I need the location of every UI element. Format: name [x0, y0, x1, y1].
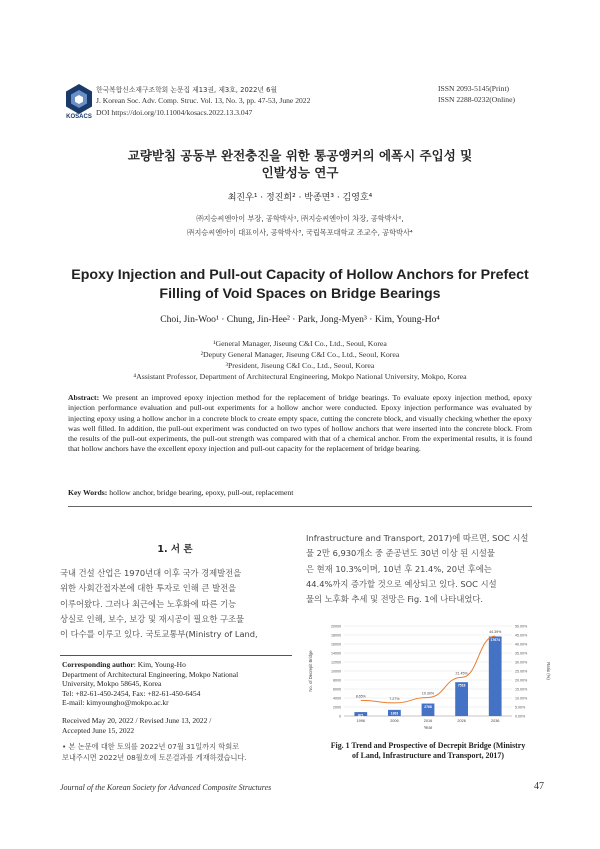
issn-online: ISSN 2288-0232(Online) — [438, 95, 515, 104]
right-column-paragraph — [306, 531, 546, 607]
text-line: 상실로 인해, 보수, 보강 및 재시공이 필요한 구조물 — [60, 613, 245, 624]
y-tick-label: 18000 — [331, 633, 341, 638]
journal-english-info: J. Korean Soc. Adv. Comp. Struc. Vol. 13, No. 3, pp. 47-53, June 2022 — [96, 96, 311, 105]
english-title-line-2: Filling of Void Spaces on Bridge Bearings — [159, 286, 441, 302]
logo-text: KOSACS — [66, 114, 92, 120]
y2-tick-label: 0.00% — [515, 714, 526, 719]
abstract-text: We present an improved epoxy injection method for the replacement of bridge bearings. To evaluate epoxy injection method, epoxy injection performance evaluation and pull-out experiments for a hollow anchor were conducted. Epoxy injection performance was evaluated by injecting epoxy using a hollow anchor in a concrete block to create empty space, cutting the concrete block, and visually checking whether the epoxy was well filled. In addition, the pull-out experiment was conducted on two types of hollow anchors that were inserted into the concrete block. From the results of the pull-out experiments, the pull-out strength was compared with that of a chemical anchor. From the experimental results, it is found that hollow anchors have the excellent epoxy injection and pull-out capacity for the replacement of bridge bearing. — [68, 393, 532, 454]
y2-tick-label: 5.00% — [515, 705, 526, 710]
y-tick-label: 2000 — [333, 705, 341, 710]
y-tick-label: 10000 — [331, 669, 341, 674]
y-tick-label: 0 — [339, 714, 341, 719]
text-line: 물의 노후화 추세 및 전망은 Fig. 1에 나타내었다. — [306, 594, 484, 605]
y-tick-label: 4000 — [333, 696, 341, 701]
bar — [489, 636, 502, 716]
bar-value-label: 871 — [357, 713, 364, 718]
english-authors: Choi, Jin-Woo¹ · Chung, Jin-Hee² · Park, Jong-Myen³ · Kim, Young-Ho⁴ — [160, 314, 440, 325]
korean-title-line-1: 교량받침 공동부 완전충진을 위한 통공앵커의 에폭시 주입성 및 — [127, 148, 473, 163]
doi-line[interactable]: DOI https://doi.org/10.11004/kosacs.2022.13.3.047 — [96, 108, 253, 117]
ratio-label: 44.39% — [489, 630, 502, 635]
ratio-label: 10.30% — [421, 691, 435, 696]
section-heading-introduction: 1. 서 론 — [157, 544, 193, 555]
note-line: 보내주시면 2022년 08월호에 토론결과를 게재하겠습니다. — [62, 752, 247, 762]
english-affiliation-1: ¹General Manager, Jiseung C&I Co., Ltd., Seoul, Korea — [213, 339, 387, 348]
y2-tick-label: 40.00% — [515, 642, 528, 647]
bar-value-label: 7518 — [457, 683, 466, 688]
keywords — [68, 488, 532, 497]
received-line: Received May 20, 2022 / Revised June 13, 2022 / — [62, 716, 212, 725]
y2-tick-label: 30.00% — [515, 660, 528, 665]
y-axis-title: No. of Decrepit Bridge — [308, 650, 313, 692]
y2-tick-label: 10.00% — [515, 696, 528, 701]
decrepit-bridge-chart — [306, 620, 552, 738]
ratio-label: 21.45% — [455, 671, 468, 676]
text-line: 위한 사회간접자본에 대한 투자로 인해 큰 발전을 — [60, 583, 237, 594]
bar-value-label: 17674 — [490, 637, 500, 642]
corresponding-name: : Kim, Young-Ho — [133, 660, 186, 669]
keywords-text: hollow anchor, bridge bearing, epoxy, pull-out, replacement — [107, 488, 294, 497]
corresponding-line: University, Mokpo 58645, Korea — [62, 679, 162, 689]
discussion-note — [62, 742, 294, 763]
x-tick-label: 2026 — [457, 719, 466, 723]
left-column-paragraph — [60, 566, 292, 642]
bar-value-label: 2768 — [424, 705, 432, 710]
y-tick-label: 6000 — [333, 687, 341, 692]
x-tick-label: 1996 — [356, 719, 366, 723]
y2-axis-title: Ratio (%) — [546, 662, 551, 680]
y2-tick-label: 25.00% — [515, 669, 528, 674]
received-line: Accepted June 15, 2022 — [62, 726, 135, 735]
corresponding-author-block — [62, 660, 294, 708]
english-affiliation-2: ²Deputy General Manager, Jiseung C&I Co., Ltd., Seoul, Korea — [200, 350, 400, 359]
y-tick-label: 20000 — [331, 624, 341, 629]
y-tick-label: 8000 — [333, 678, 341, 683]
english-title-line-1: Epoxy Injection and Pull-out Capacity of Hollow Anchors for Prefect — [71, 267, 529, 283]
text-line: 물 2만 6,930개소 중 준공년도 30년 이상 된 시설물 — [306, 548, 495, 559]
text-line: 국내 건설 산업은 1970년대 이후 국가 경제발전을 — [60, 568, 242, 578]
y2-tick-label: 45.00% — [515, 633, 528, 638]
abstract — [68, 393, 532, 455]
x-tick-label: 2036 — [490, 719, 500, 723]
bar-value-label: 1363 — [390, 711, 399, 716]
y2-tick-label: 20.00% — [515, 678, 528, 683]
corresponding-line: Department of Architectural Engineering, Mokpo National — [62, 669, 239, 679]
text-line: 이 다수를 이루고 있다. 국토교통부(Ministry of Land, — [60, 629, 258, 640]
corresponding-divider — [60, 655, 292, 656]
x-tick-label: 2006 — [390, 719, 399, 723]
page-number: 47 — [534, 781, 544, 792]
ratio-label: 8.65% — [355, 694, 366, 699]
y-tick-label: 16000 — [331, 642, 341, 647]
korean-title-line-2: 인발성능 연구 — [261, 165, 339, 180]
text-line: 이루어왔다. 그러나 최근에는 노후화에 따른 기능 — [60, 598, 237, 609]
korean-affiliation-line-1: ㈜지승씨엔아이 부장, 공학박사¹, ㈜지승씨엔아이 차장, 공학박사², — [196, 214, 404, 223]
english-affiliation-3: ³President, Jiseung C&I Co., Ltd., Seoul, Korea — [225, 361, 375, 370]
issn-print: ISSN 2093-5145(Print) — [438, 84, 510, 93]
english-affiliation-4: ⁴Assistant Professor, Department of Architectural Engineering, Mokpo National University, Mokpo, Korea — [133, 372, 467, 381]
corresponding-line: Tel: +82-61-450-2454, Fax: +82-61-450-6454 — [62, 688, 201, 698]
text-line: 44.4%까지 증가할 것으로 예상되고 있다. SOC 시설 — [306, 578, 497, 589]
note-line: • 본 논문에 대한 토의를 2022년 07월 31일까지 학회로 — [62, 742, 240, 751]
kosacs-logo — [62, 82, 96, 116]
figure-caption — [306, 741, 550, 761]
x-tick-label: 2016 — [423, 719, 433, 723]
ratio-label: 7.27% — [389, 696, 400, 701]
caption-line: of Land, Infrastructure and Transport, 2017) — [352, 751, 504, 760]
y2-tick-label: 50.00% — [515, 624, 528, 629]
text-line: 은 현재 10.3%이며, 10년 후 21.4%, 20년 후에는 — [306, 563, 492, 574]
corresponding-email[interactable]: E-mail: kimyoungho@mokpo.ac.kr — [62, 698, 169, 708]
y-tick-label: 12000 — [331, 660, 341, 665]
korean-authors: 최진우¹ · 정진희² · 박종면³ · 김영호⁴ — [227, 193, 373, 203]
y2-tick-label: 35.00% — [515, 651, 528, 656]
korean-affiliation-line-2: ㈜지승씨엔아이 대표이사, 공학박사³, 국립목포대학교 조교수, 공학박사⁴ — [187, 228, 413, 237]
y-tick-label: 14000 — [331, 651, 341, 656]
keywords-label: Key Words: — [68, 488, 108, 497]
abstract-divider — [68, 506, 532, 507]
received-dates — [62, 716, 294, 736]
journal-footer: Journal of the Korean Society for Advanced Composite Structures — [60, 783, 272, 792]
corresponding-label: Corresponding author — [62, 660, 134, 669]
abstract-label: Abstract: — [68, 393, 100, 402]
text-line: Infrastructure and Transport, 2017)에 따르면, SOC 시설 — [306, 533, 529, 543]
caption-line: Fig. 1 Trend and Prospective of Decrepit Bridge (Ministry — [330, 741, 526, 750]
x-axis-title: Year — [423, 725, 433, 730]
y2-tick-label: 15.00% — [515, 687, 528, 692]
journal-korean-info: 한국복합신소재구조학회 논문집 제13권, 제3호, 2022년 6월 — [96, 86, 278, 94]
